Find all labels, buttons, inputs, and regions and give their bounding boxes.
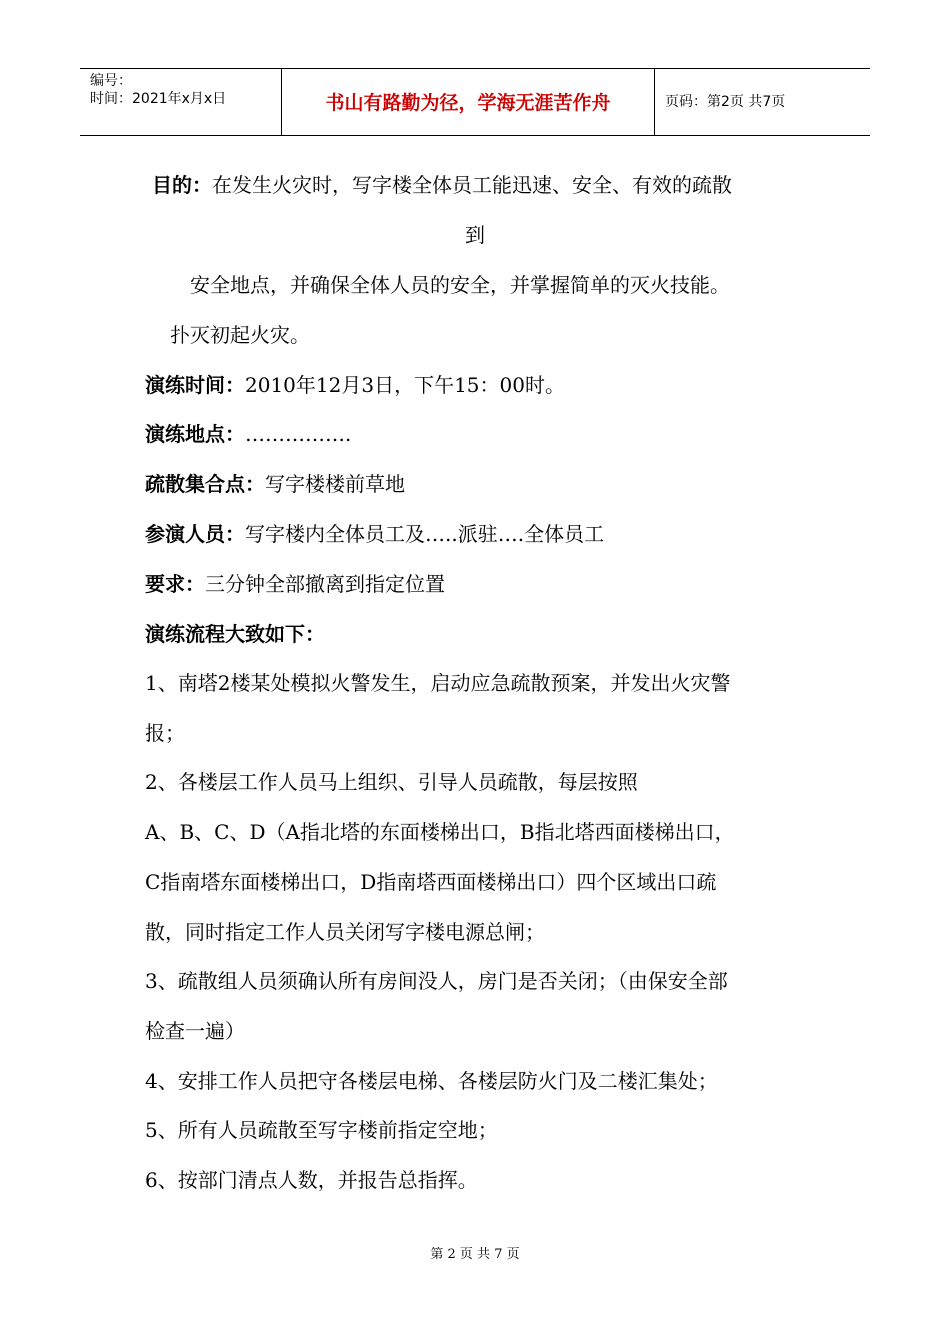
document-date: 时间：2021年x月x日 bbox=[90, 91, 227, 107]
process-heading: 演练流程大致如下： bbox=[145, 622, 325, 646]
requirement-label: 要求： bbox=[145, 572, 205, 596]
drill-time-value: 2010年12月3日，下午15：00时。 bbox=[245, 373, 565, 397]
purpose-text-3: 安全地点，并确保全体人员的安全，并掌握简单的灭火技能。 bbox=[190, 273, 730, 297]
step2-line-2: A、B、C、D（A指北塔的东面楼梯出口，B指北塔西面楼梯出口， bbox=[145, 820, 735, 844]
step1-line-2: 报； bbox=[145, 721, 185, 745]
assembly-label: 疏散集合点： bbox=[145, 472, 265, 496]
step6-line: 6、按部门清点人数，并报告总指挥。 bbox=[145, 1168, 478, 1192]
step2-line-3: C指南塔东面楼梯出口，D指南塔西面楼梯出口）四个区域出口疏 bbox=[145, 870, 717, 894]
step5-line: 5、所有人员疏散至写字楼前指定空地； bbox=[145, 1118, 498, 1142]
page-header bbox=[80, 68, 870, 136]
step4-line: 4、安排工作人员把守各楼层电梯、各楼层防火门及二楼汇集处； bbox=[145, 1069, 718, 1093]
header-page-cell bbox=[655, 69, 870, 135]
participants-label: 参演人员： bbox=[145, 522, 245, 546]
assembly-value: 写字楼楼前草地 bbox=[265, 472, 405, 496]
page-footer: 第 2 页 共 7 页 bbox=[430, 1247, 520, 1262]
step2-line-4: 散，同时指定工作人员关闭写字楼电源总闸； bbox=[145, 920, 545, 944]
purpose-line-1 bbox=[152, 172, 732, 198]
header-page-info: 页码：第2页 共7页 bbox=[665, 94, 786, 110]
purpose-text-4: 扑灭初起火灾。 bbox=[170, 323, 310, 347]
assembly-line bbox=[145, 471, 405, 497]
header-info-cell bbox=[80, 69, 282, 135]
step1-line-1: 1、南塔2楼某处模拟火警发生，启动应急疏散预案，并发出火灾警 bbox=[145, 671, 731, 695]
participants-line bbox=[145, 521, 604, 547]
drill-time-label: 演练时间： bbox=[145, 373, 245, 397]
purpose-text-1: 在发生火灾时，写字楼全体员工能迅速、安全、有效的疏散 bbox=[212, 173, 732, 197]
drill-place-label: 演练地点： bbox=[145, 422, 245, 446]
requirement-line bbox=[145, 571, 445, 597]
document-number: 编号： bbox=[90, 73, 132, 89]
requirement-value: 三分钟全部撤离到指定位置 bbox=[205, 572, 445, 596]
drill-time-line bbox=[145, 372, 565, 398]
step3-line-1: 3、疏散组人员须确认所有房间没人，房门是否关闭；（由保安全部 bbox=[145, 969, 728, 993]
step2-line-1: 2、各楼层工作人员马上组织、引导人员疏散，每层按照 bbox=[145, 770, 638, 794]
drill-place-line bbox=[145, 421, 351, 447]
purpose-label: 目的： bbox=[152, 173, 212, 197]
participants-value: 写字楼内全体员工及…..派驻….全体员工 bbox=[245, 522, 605, 546]
purpose-text-2: 到 bbox=[465, 223, 485, 247]
header-slogan-cell bbox=[282, 69, 655, 135]
header-slogan: 书山有路勤为径，学海无涯苦作舟 bbox=[325, 92, 611, 114]
step3-line-2: 检查一遍） bbox=[145, 1019, 245, 1043]
drill-place-value: ……………. bbox=[245, 422, 352, 446]
